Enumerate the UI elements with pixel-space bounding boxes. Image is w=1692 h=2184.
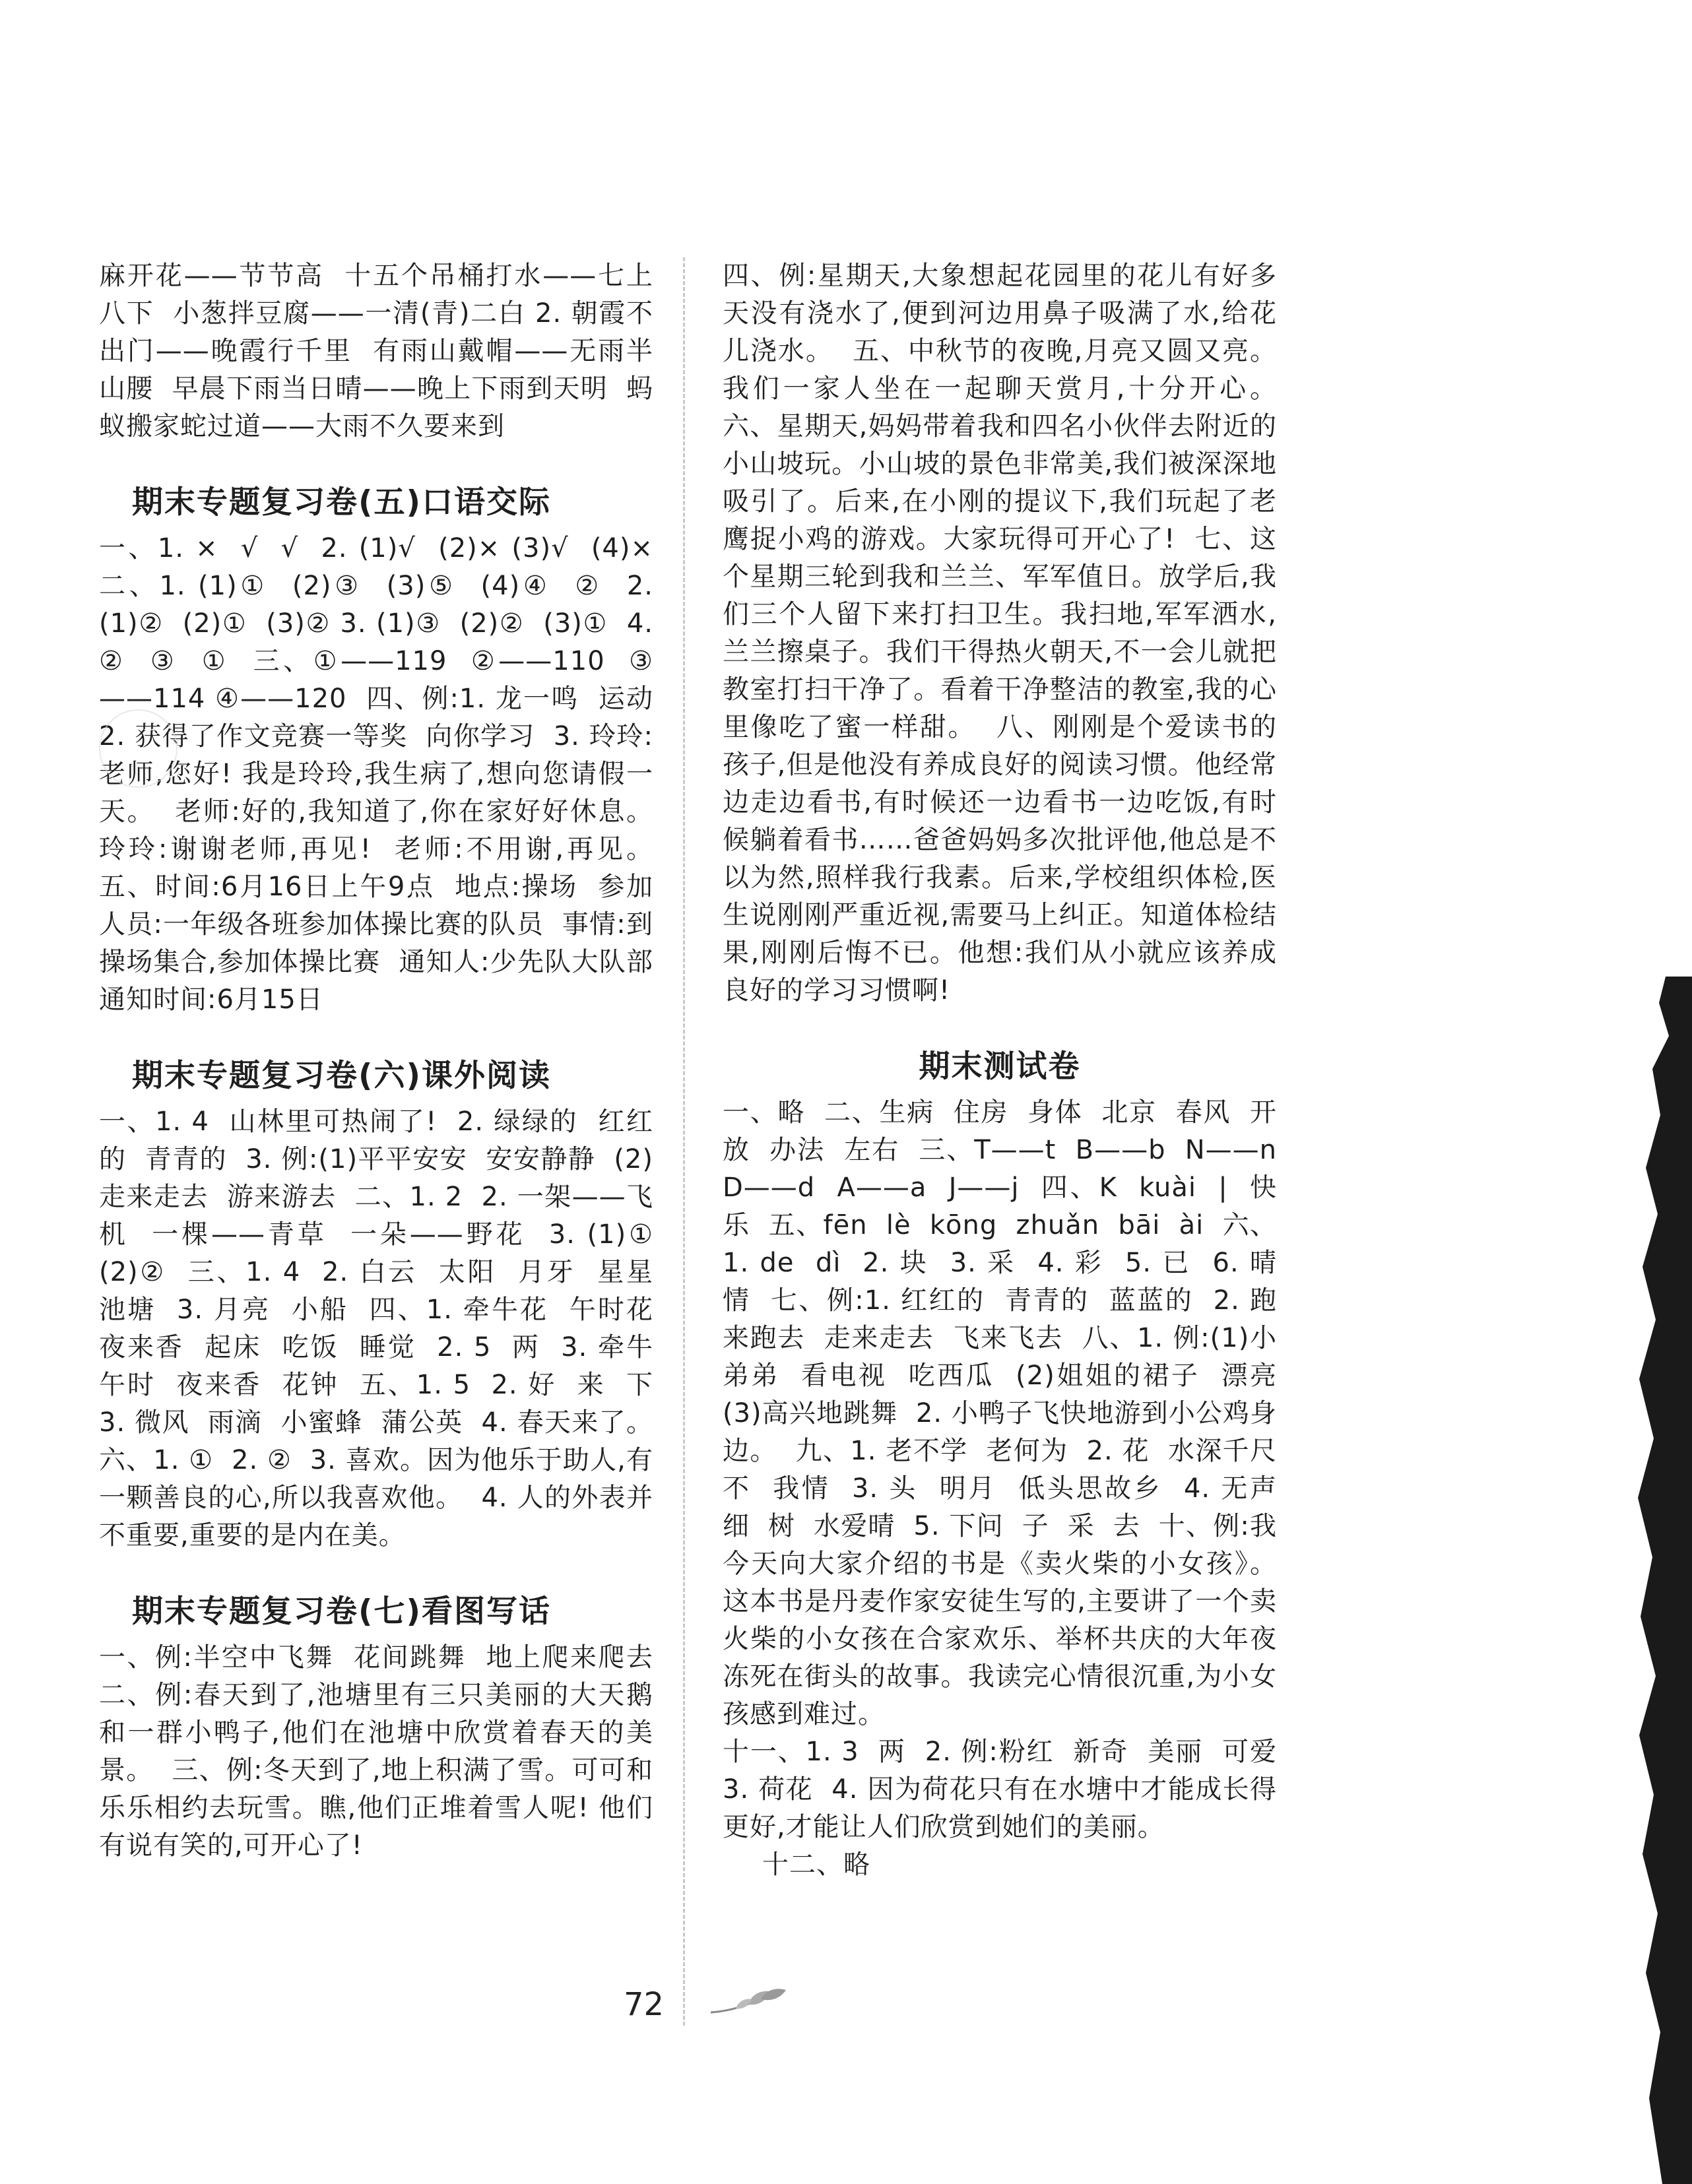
section-6-title: 期末专题复习卷(六)课外阅读 [132, 1058, 551, 1094]
final-exam-answers: 一、略 二、生病 住房 身体 北京 春风 开放 办法 左右 三、T——t B——b N——n D——d A——a J——j 四、K kuài | 快乐 五、fēn lè kōng zhuǎn bāi ài 六、1. de dì 2. 块 3. 采 4. 彩 5. 已 6. 晴 情 七、例:1. 红红的 青青的 蓝蓝的 2. 跑来跑去 走来走去 飞来飞去 八、1. 例:(1)小弟弟 看电视 吃西瓜 (2)姐姐的裙子 漂亮 (3)高兴地跳舞 2. 小鸭子飞快地游到小公鸡身边。 九、1. 老不学 老何为 2. 花 水深千尺 不 我情 3. 头 明月 低头思故乡 4. 无声 细 树 水爱晴 5. 下问 子 采 去 十、例:我今天向大家介绍的书是《卖火柴的小女孩》。这本书是丹麦作家安徒生写的,主要讲了一个卖火柴的小女孩在合家欢乐、举杯共庆的大年夜冻死在街头的故事。我读完心情很沉重,为小女孩感到难过。 [723, 1097, 1295, 1729]
right-column [723, 257, 1295, 1884]
final-exam-title: 期末测试卷 [919, 1048, 1081, 1085]
left-column [99, 257, 672, 1865]
leaf-ornament-icon [709, 1986, 789, 2019]
section-7-answers-continued: 四、例:星期天,大象想起花园里的花儿有好多天没有浇水了,便到河边用鼻子吸满了水,给花儿浇水。 五、中秋节的夜晚,月亮又圆又亮。我们一家人坐在一起聊天赏月,十分开心。 六、星期天,妈妈带着我和四名小伙伴去附近的小山坡玩。小山坡的景色非常美,我们被深深地吸引了。后来,在小刚的提议下,我们玩起了老鹰捉小鸡的游戏。大家玩得可开心了! 七、这个星期三轮到我和兰兰、军军值日。放学后,我们三个人留下来打扫卫生。我扫地,军军洒水,兰兰擦桌子。我们干得热火朝天,不一会儿就把教室打扫干净了。看着干净整洁的教室,我的心里像吃了蜜一样甜。 八、刚刚是个爱读书的孩子,但是他没有养成良好的阅读习惯。他经常边走边看书,有时候还一边看书一边吃饭,有时候躺着看书……爸爸妈妈多次批评他,他总是不以为然,照样我行我素。后来,学校组织体检,医生说刚刚严重近视,需要马上纠正。知道体检结果,刚刚后悔不已。他想:我们从小就应该养成良好的学习习惯啊! [723, 261, 1295, 1006]
page-number: 72 [624, 1986, 665, 2023]
section-7-answers: 一、例:半空中飞舞 花间跳舞 地上爬来爬去 二、例:春天到了,池塘里有三只美丽的大天鹅和一群小鸭子,他们在池塘中欣赏着春天的美景。 三、例:冬天到了,地上积满了雪。可可和乐乐相约去玩雪。瞧,他们正堆着雪人呢! 他们有说有笑的,可开心了! [99, 1642, 672, 1861]
watermark-stamp [99, 709, 178, 788]
intro-paragraph: 麻开花——节节高 十五个吊桶打水——七上八下 小葱拌豆腐——一清(青)二白 2. 朝霞不出门——晚霞行千里 有雨山戴帽——无雨半山腰 早晨下雨当日晴——晚上下雨到天明 蚂蚁搬家蛇过道——大雨不久要来到 [99, 261, 653, 441]
final-exam-answers-12: 十二、略 [762, 1849, 870, 1880]
column-divider [683, 257, 685, 2026]
scan-edge-shadow [1619, 977, 1692, 2184]
section-5-answers: 一、1. × √ √ 2. (1)√ (2)× (3)√ (4)× 二、1. (1)① (2)③ (3)⑤ (4)④ ② 2. (1)② (2)① (3)② 3. (1)③ (2)② (3)① 4. ② ③ ① 三、①——119 ②——110 ③——114 ④——120 四、例:1. 龙一鸣 运动 2. 获得了作文竞赛一等奖 向你学习 3. 玲玲:老师,您好! 我是玲玲,我生病了,想向您请假一天。 老师:好的,我知道了,你在家好好休息。 玲玲:谢谢老师,再见! 老师:不用谢,再见。 五、时间:6月16日上午9点 地点:操场 参加人员:一年级各班参加体操比赛的队员 事情:到操场集合,参加体操比赛 通知人:少先队大队部 通知时间:6月15日 [99, 533, 672, 1015]
section-6-answers: 一、1. 4 山林里可热闹了! 2. 绿绿的 红红的 青青的 3. 例:(1)平平安安 安安静静 (2)走来走去 游来游去 二、1. 2 2. 一架——飞机 一棵——青草 一朵——野花 3. (1)① (2)② 三、1. 4 2. 白云 太阳 月牙 星星 池塘 3. 月亮 小船 四、1. 牵牛花 午时花 夜来香 起床 吃饭 睡觉 2. 5 两 3. 牵牛 午时 夜来香 花钟 五、1. 5 2. 好 来 下 3. 微风 雨滴 小蜜蜂 蒲公英 4. 春天来了。 六、1. ① 2. ② 3. 喜欢。因为他乐于助人,有一颗善良的心,所以我喜欢他。 4. 人的外表并不重要,重要的是内在美。 [99, 1107, 672, 1551]
section-5-title: 期末专题复习卷(五)口语交际 [132, 484, 551, 521]
section-7-title: 期末专题复习卷(七)看图写话 [132, 1593, 551, 1630]
final-exam-answers-11: 十一、1. 3 两 2. 例:粉红 新奇 美丽 可爱 3. 荷花 4. 因为荷花只有在水塘中才能成长得更好,才能让人们欣赏到她们的美丽。 [723, 1737, 1295, 1842]
